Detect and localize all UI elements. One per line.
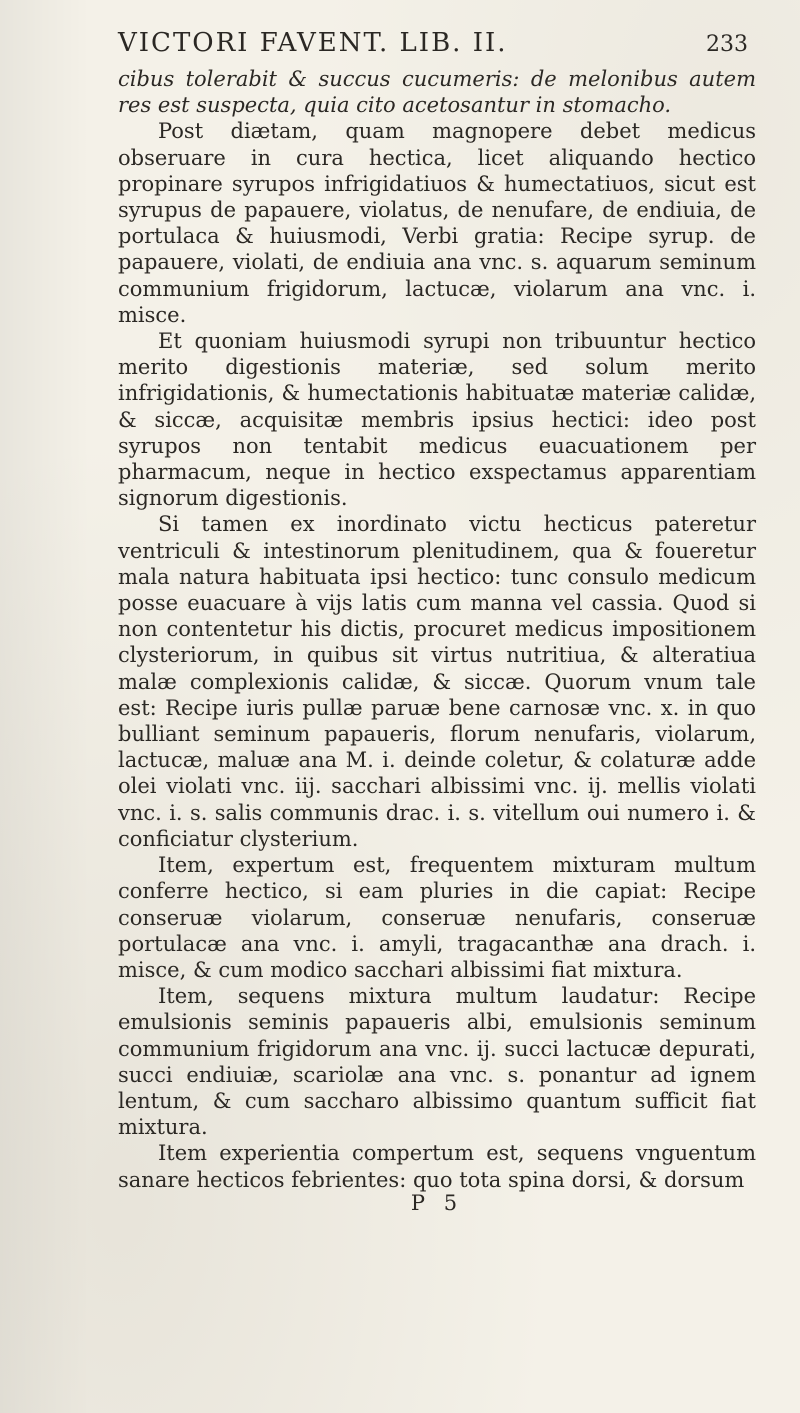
paragraph: Et quoniam huiusmodi syrupi non tribuuntur hectico merito digestionis materiæ, sed solum merito infrigidationis, & humectationis habituatæ materiæ calidæ, & siccæ, acquisitæ membris ipsius hectici: ideo post syrupos non tentabit medicus euacuationem per pharmacum, neque in hectico exspectamus apparentiam signorum digestionis. — [118, 329, 756, 511]
page-header — [118, 28, 756, 62]
paragraph: Item, expertum est, frequentem mixturam multum conferre hectico, si eam pluries in die capiat: Recipe conseruæ violarum, conseruæ nenufaris, conseruæ portulacæ ana vnc. i. amyli, tragacanthæ ana drach. i. misce, & cum modico sacchari albissimi fiat mixtura. — [118, 853, 756, 982]
gutter-shadow — [0, 0, 90, 1413]
paragraph: cibus tolerabit & succus cucumeris: de melonibus autem res est suspecta, quia cito acetosantur in stomacho. — [118, 67, 756, 118]
paragraph: Item experientia compertum est, sequens vnguentum sanare hecticos febrientes: quo tota spina dorsi, & dorsum — [118, 1141, 756, 1192]
body-text — [118, 66, 756, 1193]
paragraph: Si tamen ex inordinato victu hecticus pateretur ventriculi & intestinorum plenitudinem, qua & foueretur mala natura habituata ipsi hectico: tunc consulo medicum posse euacuare à vijs latis cum manna vel cassia. Quod si non contentetur his dictis, procuret medicus impositionem clysteriorum, in quibus sit virtus nutritiua, & alteratiua malæ complexionis calidæ, & siccæ. Quorum vnum tale est: Recipe iuris pullæ paruæ bene carnosæ vnc. x. in quo bulliant seminum papaueris, florum nenufaris, violarum, lactucæ, maluæ ana M. i. deinde coletur, & colaturæ adde olei violati vnc. iij. sacchari albissimi vnc. ij. mellis violati vnc. i. s. salis communis drac. i. s. vitellum oui numero i. & conficiatur clysterium. — [118, 512, 756, 851]
paragraph: Post diætam, quam magnopere debet medicus obseruare in cura hectica, licet aliquando hectico propinare syrupos infrigidatiuos & humectatiuos, sicut est syrupus de papauere, violatus, de nenufare, de endiuia, de portulaca & huiusmodi, Verbi gratia: Recipe syrup. de papauere, violati, de endiuia ana vnc. s. aquarum seminum communium frigidorum, lactucæ, violarum ana vnc. i. misce. — [118, 119, 756, 327]
page-number: 233 — [706, 32, 748, 57]
running-title: VICTORI FAVENT. LIB. II. — [118, 28, 508, 58]
signature-mark: P 5 — [410, 1190, 464, 1215]
paragraph: Item, sequens mixtura multum laudatur: Recipe emulsionis seminis papaueris albi, emulsionis seminum communium frigidorum ana vnc. ij. succi lactucæ depurati, succi endiuiæ, scariolæ ana vnc. s. ponantur ad ignem lentum, & cum saccharo albissimo quantum sufficit fiat mixtura. — [118, 984, 756, 1140]
